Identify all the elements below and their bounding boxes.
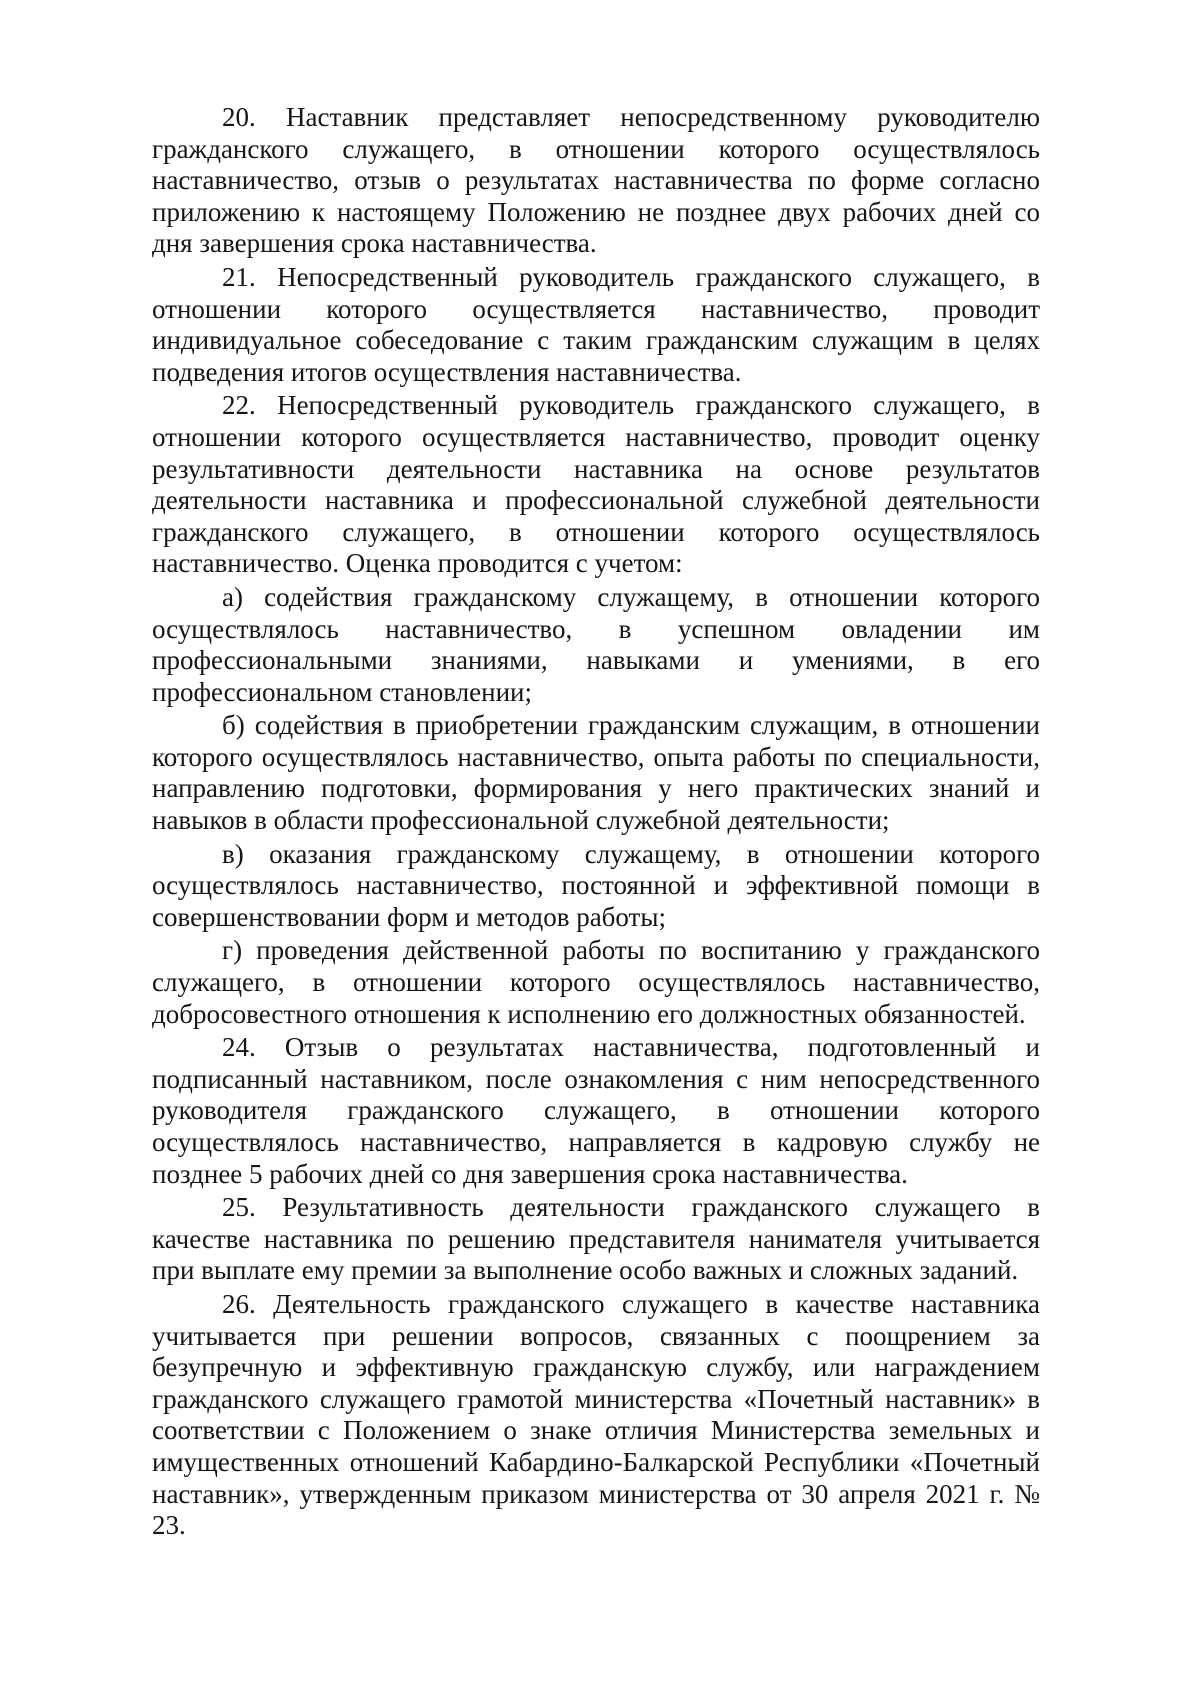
document-body bbox=[152, 102, 1040, 1542]
paragraph-21: 21. Непосредственный руководитель гражданского служащего, в отношении которого осуществляется наставничество, проводит индивидуальное собеседование с таким гражданским служащим в целях подведения итогов осуществления наставничества. bbox=[152, 261, 1040, 387]
paragraph-25: 25. Результативность деятельности гражданского служащего в качестве наставника по решению представителя нанимателя учитывается при выплате ему премии за выполнение особо важных и сложных заданий. bbox=[152, 1192, 1040, 1286]
subparagraph-v: в) оказания гражданскому служащему, в отношении которого осуществлялось наставничество, постоянной и эффективной помощи в совершенствовании форм и методов работы; bbox=[152, 838, 1040, 932]
subparagraph-b: б) содействия в приобретении гражданским служащим, в отношении которого осуществлялось наставничество, опыта работы по специальности, направлению подготовки, формирования у него практических знаний и навыков в области профессиональной служебной деятельности; bbox=[152, 710, 1040, 836]
paragraph-26: 26. Деятельность гражданского служащего в качестве наставника учитывается при решении вопросов, связанных с поощрением за безупречную и эффективную гражданскую службу, или награждением гражданского служащего грамотой министерства «Почетный наставник» в соответствии с Положением о знаке отличия Министерства земельных и имущественных отношений Кабардино-Балкарской Республики «Почетный наставник», утвержденным приказом министерства от 30 апреля 2021 г. № 23. bbox=[152, 1288, 1040, 1541]
paragraph-22: 22. Непосредственный руководитель гражданского служащего, в отношении которого осуществляется наставничество, проводит оценку результативности деятельности наставника на основе результатов деятельности наставника и профессиональной служебной деятельности гражданского служащего, в отношении которого осуществлялось наставничество. Оценка проводится с учетом: bbox=[152, 390, 1040, 579]
subparagraph-g: г) проведения действенной работы по воспитанию у гражданского служащего, в отношении которого осуществлялось наставничество, добросовестного отношения к исполнению его должностных обязанностей. bbox=[152, 935, 1040, 1029]
paragraph-20: 20. Наставник представляет непосредственному руководителю гражданского служащего, в отношении которого осуществлялось наставничество, отзыв о результатах наставничества по форме согласно приложению к настоящему Положению не позднее двух рабочих дней со дня завершения срока наставничества. bbox=[152, 102, 1040, 259]
subparagraph-a: а) содействия гражданскому служащему, в отношении которого осуществлялось наставничество, в успешном овладении им профессиональными знаниями, навыками и умениями, в его профессиональном становлении; bbox=[152, 581, 1040, 707]
paragraph-24: 24. Отзыв о результатах наставничества, подготовленный и подписанный наставником, после ознакомления с ним непосредственного руководителя гражданского служащего, в отношении которого осуществлялось наставничество, направляется в кадровую службу не позднее 5 рабочих дней со дня завершения срока наставничества. bbox=[152, 1032, 1040, 1189]
